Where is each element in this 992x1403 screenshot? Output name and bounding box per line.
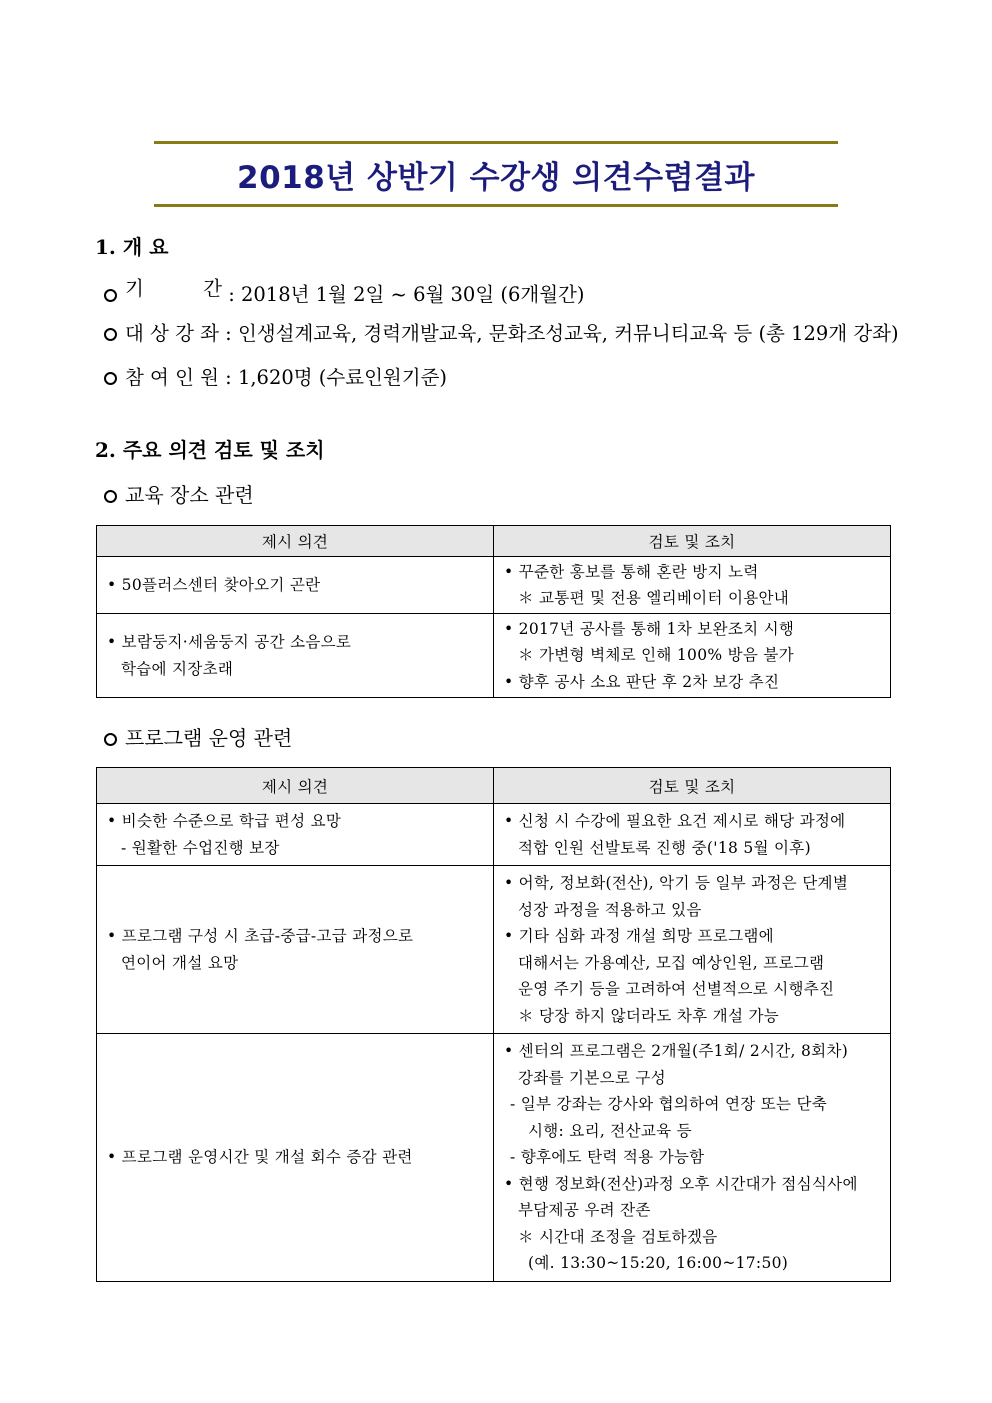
subsection-location-label: 교육 장소 관련 — [125, 483, 254, 507]
overview-period — [104, 273, 585, 307]
circle-bullet-icon — [104, 289, 117, 302]
action-line: • 기타 심화 과정 개설 희망 프로그램에 — [504, 927, 774, 945]
action-line: 시행: 요리, 전산교육 등 — [528, 1121, 692, 1140]
action-line: • 신청 시 수강에 필요한 요건 제시로 해당 과정에 — [504, 812, 846, 830]
section1-heading: 1. 개 요 — [95, 235, 169, 259]
col-action: 검토 및 조치 — [494, 526, 891, 557]
section2-heading: 2. 주요 의견 검토 및 조치 — [95, 438, 325, 462]
subsection-program-label: 프로그램 운영 관련 — [125, 726, 293, 750]
table-row — [97, 1034, 891, 1282]
title-box — [154, 141, 838, 207]
action-line: 운영 주기 등을 고려하여 선별적으로 시행추진 — [518, 980, 835, 998]
participants-value: 1,620명 (수료인원기준) — [237, 366, 448, 389]
col-opinion: 제시 의견 — [97, 526, 494, 557]
action-line: • 센터의 프로그램은 2개월(주1회/ 2시간, 8회차) — [504, 1042, 849, 1061]
action-line: • 2017년 공사를 통해 1차 보완조치 시행 — [504, 619, 795, 638]
action-line: 대해서는 가용예산, 모집 예상인원, 프로그램 — [518, 953, 825, 972]
table-row — [97, 804, 891, 866]
period-value: 2018년 1월 2일 ~ 6월 30일 (6개월간) — [240, 283, 585, 306]
action-line: • 꾸준한 홍보를 통해 혼란 방지 노력 — [504, 562, 759, 581]
circle-bullet-icon — [104, 733, 117, 746]
action-line: (예. 13:30~15:20, 16:00~17:50) — [528, 1254, 789, 1273]
table-row — [97, 614, 891, 698]
opinion-line: • 비슷한 수준으로 학급 편성 요망 — [107, 812, 342, 830]
col-opinion: 제시 의견 — [97, 768, 494, 804]
opinion-line: 연이어 개설 요망 — [121, 953, 239, 972]
action-line: ＊ 가변형 벽체로 인해 100% 방음 불가 — [518, 646, 794, 665]
opinion-line: 학습에 지장초래 — [121, 659, 234, 678]
circle-bullet-icon — [104, 372, 117, 385]
overview-target — [104, 318, 899, 346]
action-line: ＊ 교통편 및 전용 엘리베이터 이용안내 — [518, 589, 790, 607]
opinion-line: • 50플러스센터 찾아오기 곤란 — [107, 575, 321, 594]
action-line: 부담제공 우려 잔존 — [518, 1201, 651, 1220]
action-line: • 어학, 정보화(전산), 악기 등 일부 과정은 단계별 — [504, 874, 849, 892]
circle-bullet-icon — [104, 490, 117, 503]
col-action: 검토 및 조치 — [494, 768, 891, 804]
opinion-line: • 프로그램 구성 시 초급-중급-고급 과정으로 — [107, 927, 414, 945]
location-table — [96, 525, 891, 698]
program-table — [96, 767, 891, 1282]
separator: : — [225, 366, 232, 389]
table-row — [97, 866, 891, 1034]
period-label-b: 간 — [203, 277, 222, 300]
opinion-line: • 프로그램 운영시간 및 개설 회수 증감 관련 — [107, 1148, 413, 1167]
action-line: ＊ 당장 하지 않더라도 차후 개설 가능 — [518, 1006, 779, 1025]
action-line: 성장 과정을 적용하고 있음 — [518, 900, 702, 919]
action-line: - 일부 강좌는 강사와 협의하여 연장 또는 단축 — [510, 1095, 828, 1114]
separator: : — [228, 283, 235, 306]
action-line: 적합 인원 선발토록 진행 중('18 5월 이후) — [518, 838, 811, 857]
overview-participants — [104, 362, 447, 390]
action-line: 강좌를 기본으로 구성 — [518, 1068, 666, 1087]
circle-bullet-icon — [104, 328, 117, 341]
page-title: 2018년 상반기 수강생 의견수렴결과 — [237, 159, 755, 196]
action-line: ＊ 시간대 조정을 검토하겠음 — [518, 1227, 718, 1246]
table-row — [97, 557, 891, 614]
opinion-line: • 보람둥지·세움둥지 공간 소음으로 — [107, 633, 352, 651]
action-line: • 현행 정보화(전산)과정 오후 시간대가 점심식사에 — [504, 1174, 858, 1193]
participants-label: 참 여 인 원 — [125, 366, 219, 389]
target-value: 인생설계교육, 경력개발교육, 문화조성교육, 커뮤니티교육 등 (총 129개 강좌) — [237, 322, 899, 345]
target-label: 대 상 강 좌 — [125, 322, 219, 345]
subsection-location — [104, 479, 254, 508]
separator: : — [225, 322, 232, 345]
subsection-program — [104, 722, 292, 751]
period-label-a: 기 — [125, 277, 144, 300]
opinion-line: - 원활한 수업진행 보장 — [121, 838, 280, 857]
action-line: - 향후에도 탄력 적용 가능함 — [510, 1148, 705, 1167]
action-line: • 향후 공사 소요 판단 후 2차 보강 추진 — [504, 672, 780, 691]
